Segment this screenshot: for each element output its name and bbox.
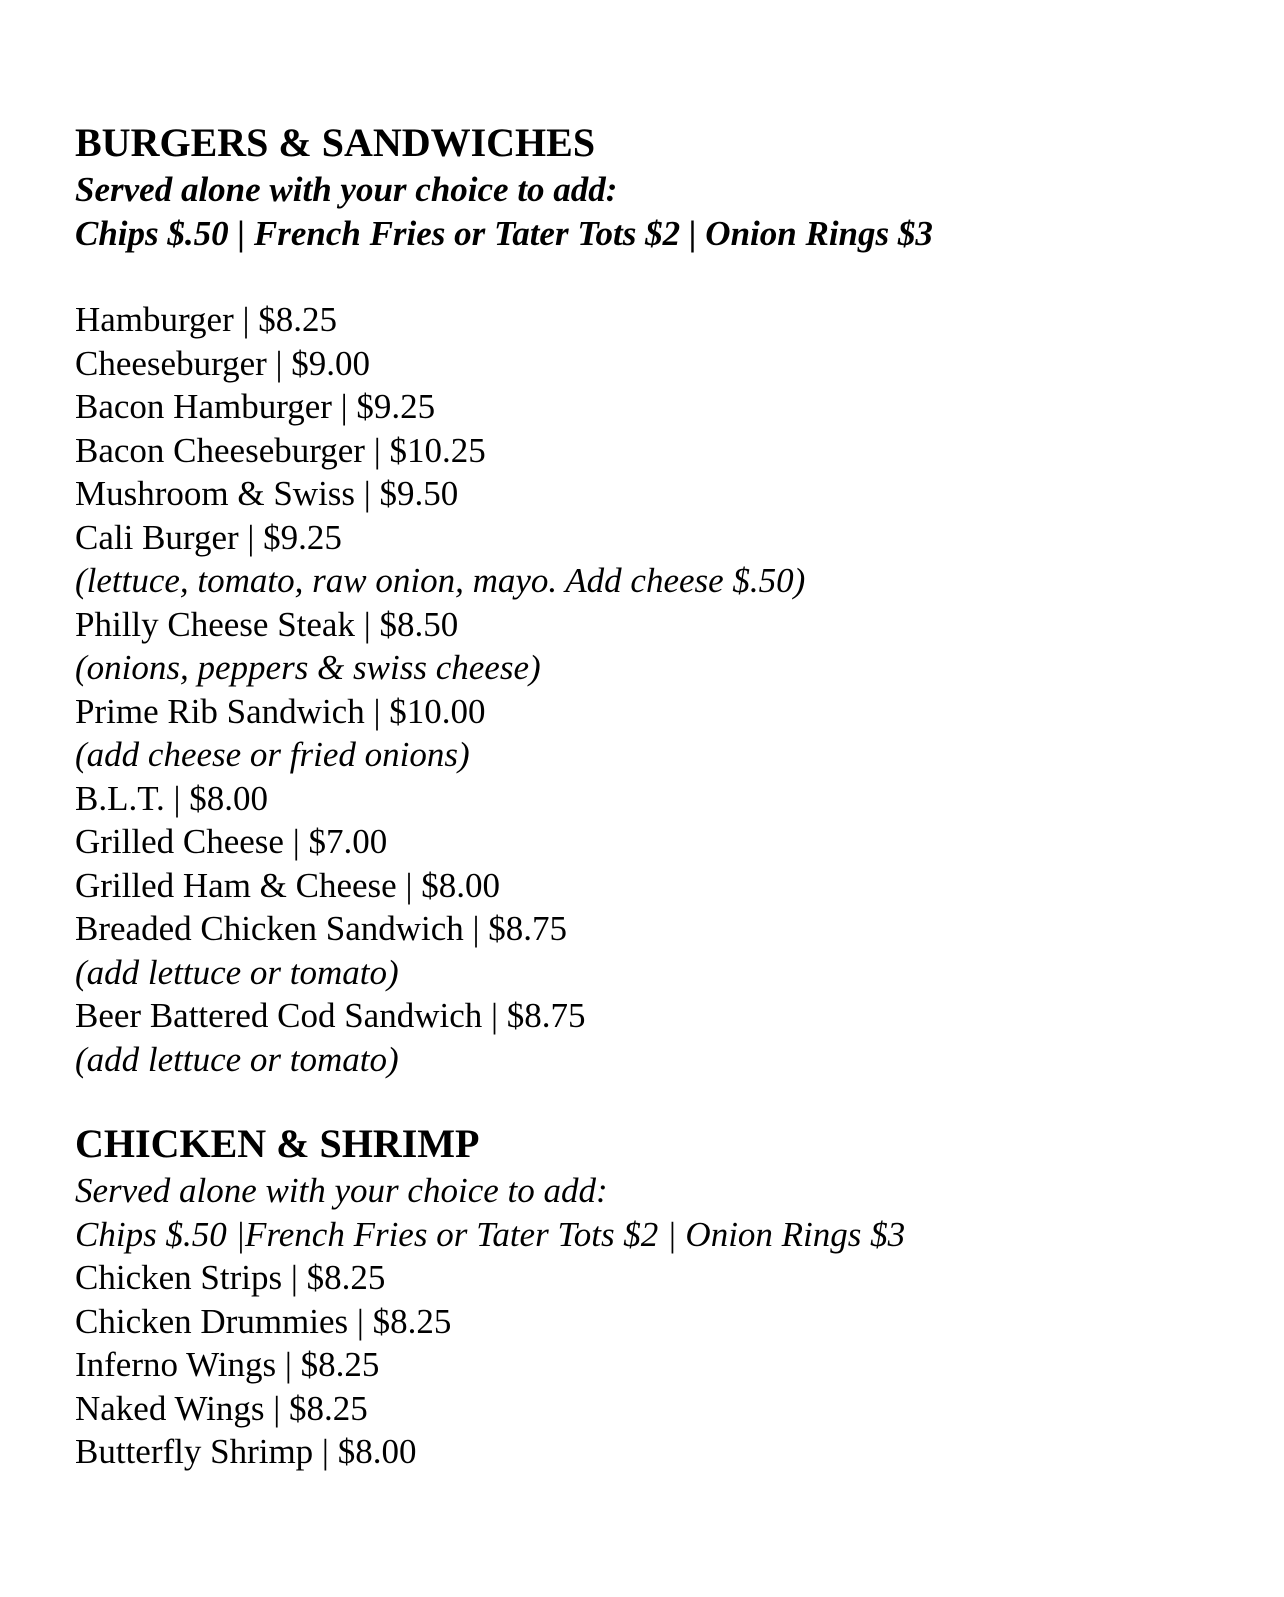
- menu-item-chicken-strips: Chicken Strips | $8.25: [75, 1258, 386, 1297]
- section-heading: CHICKEN & SHRIMP: [75, 1121, 480, 1166]
- menu-item-note: (add cheese or fried onions): [75, 735, 470, 774]
- menu-item-cali-burger: Cali Burger | $9.25: [75, 517, 342, 557]
- menu-item-beer-battered-cod-sandwich: Beer Battered Cod Sandwich | $8.75: [75, 996, 586, 1035]
- menu-item-note: (add lettuce or tomato): [75, 952, 399, 992]
- burgers-sandwiches-section: [75, 118, 1225, 1081]
- menu-item-butterfly-shrimp: Butterfly Shrimp | $8.00: [75, 1432, 417, 1471]
- menu-item-naked-wings: Naked Wings | $8.25: [75, 1388, 368, 1428]
- menu-item-cheeseburger: Cheeseburger | $9.00: [75, 343, 371, 383]
- menu-item-note: (lettuce, tomato, raw onion, mayo. Add cheese $.50): [75, 561, 806, 600]
- spacer: [75, 255, 1225, 298]
- menu-item-breaded-chicken-sandwich: Breaded Chicken Sandwich | $8.75: [75, 909, 568, 948]
- menu-item-prime-rib-sandwich: Prime Rib Sandwich | $10.00: [75, 691, 486, 731]
- menu-item-hamburger: Hamburger | $8.25: [75, 300, 338, 339]
- menu-item-grilled-ham-cheese: Grilled Ham & Cheese | $8.00: [75, 865, 500, 905]
- menu-item-mushroom-swiss: Mushroom & Swiss | $9.50: [75, 474, 459, 513]
- menu-item-bacon-hamburger: Bacon Hamburger | $9.25: [75, 387, 436, 426]
- menu-item-note: (add lettuce or tomato): [75, 1039, 399, 1079]
- menu-item-bacon-cheeseburger: Bacon Cheeseburger | $10.25: [75, 430, 486, 470]
- menu-item-blt: B.L.T. | $8.00: [75, 778, 269, 818]
- section-intro: Served alone with your choice to add:: [75, 1171, 608, 1210]
- menu-item-philly-cheese-steak: Philly Cheese Steak | $8.50: [75, 604, 459, 644]
- menu-item-note: (onions, peppers & swiss cheese): [75, 648, 541, 687]
- menu-item-chicken-drummies: Chicken Drummies | $8.25: [75, 1301, 452, 1341]
- section-sides: Chips $.50 | French Fries or Tater Tots $2 | Onion Rings $3: [75, 213, 933, 253]
- menu-item-inferno-wings: Inferno Wings | $8.25: [75, 1345, 380, 1384]
- chicken-shrimp-section: [75, 1119, 1225, 1474]
- section-sides: Chips $.50 |French Fries or Tater Tots $2 | Onion Rings $3: [75, 1214, 906, 1254]
- menu-item-grilled-cheese: Grilled Cheese | $7.00: [75, 822, 388, 861]
- section-heading: BURGERS & SANDWICHES: [75, 120, 596, 165]
- section-intro: Served alone with your choice to add:: [75, 170, 618, 209]
